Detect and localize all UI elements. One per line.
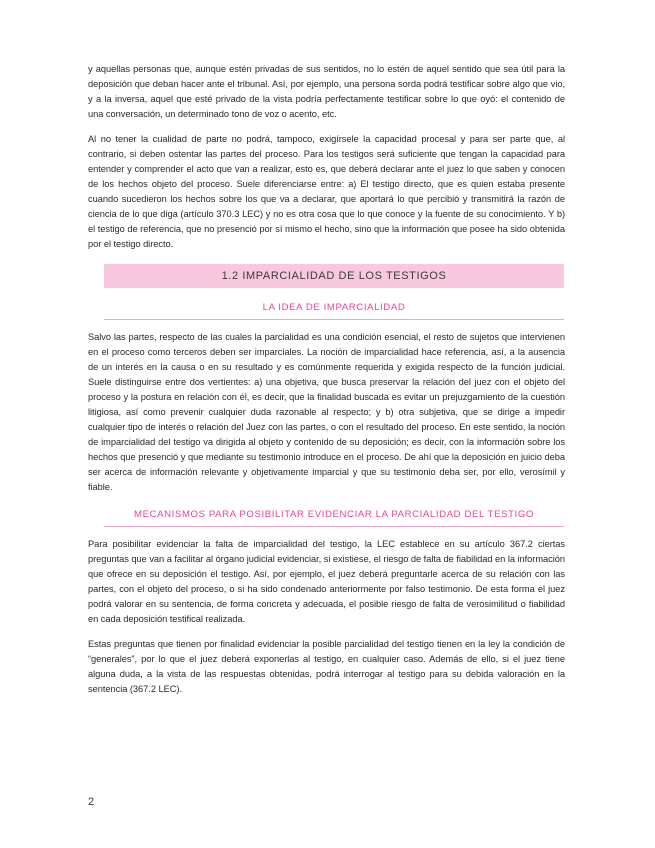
page-number: 2	[88, 796, 95, 808]
imparcialidad-paragraph: Salvo las partes, respecto de las cuales la parcialidad es una condición esencial, el resto de sujetos que intervienen en el proceso como terceros deben ser imparciales. La noción de imparcialidad hace referencia, así, a la ausencia de un interés en la causa o en su resultado y es comúnmente requerida y exigida respecto de la función judicial. Suele distinguirse entre dos vertientes: a) una objetiva, que busca preservar la relación del juez con el objeto del proceso y la postura en relación con él, es decir, que la finalidad buscada es evitar un prejuzgamiento de la cuestión litigiosa, así como prevenir cualquier duda razonable al respecto; y b) otra subjetiva, que se dirige a impedir cualquier tipo de interés o relación del Juez con las partes, o con el resultado del proceso. En este sentido, la noción de imparcialidad del testigo va dirigida al objeto y contenido de su deposición; es decir, con la información sobre los hechos que presenció y que mediante su testimonio introduce en el proceso. De ahí que la deposición en juicio deba ser acerca de información relevante y objetivamente imparcial y que su testimonio deba ser, por ello, verosímil y fiable.	[88, 332, 565, 492]
mecanismos-paragraph-1: Para posibilitar evidenciar la falta de imparcialidad del testigo, la LEC establece en su artículo 367.2 ciertas preguntas que van a facilitar al órgano judicial evidenciar, si existiese, el riesgo de falta de fiabilidad en la información que ofrece en su deposición el testigo. Así, por ejemplo, el juez deberá preguntarle acerca de su relación con las partes, con el objeto del proceso, o si ha sido condenado anteriormente por falso testimonio. De esta forma el juez podrá valorar en su sentencia, de forma concreta y adecuada, el posible riesgo de falta de verosimilitud o fiabilidad en cada deposición testifical realizada.	[88, 539, 565, 624]
section-heading-band	[104, 264, 564, 288]
mecanismos-paragraph-2: Estas preguntas que tienen por finalidad evidenciar la posible parcialidad del testigo tienen en la ley la condición de “generales”, por lo que el juez deberá exponerlas al testigo, en cualquier caso. Además de ello, si el juez tiene alguna duda, a la vista de las respuestas obtenidas, podrá interrogar al testigo para su debida valoración en la sentencia (367.2 LEC).	[88, 639, 565, 694]
document-page	[88, 62, 565, 697]
subsection-heading-mecanismos: MECANISMOS PARA POSIBILITAR EVIDENCIAR LA PARCIALIDAD DEL TESTIGO	[104, 509, 564, 527]
subsection-heading-imparcialidad: LA IDEA DE IMPARCIALIDAD	[104, 302, 564, 320]
intro-paragraph-1: y aquellas personas que, aunque estén privadas de sus sentidos, no lo estén de aquel sentido que sea útil para la deposición que deban hacer ante el tribunal. Así, por ejemplo, una persona sorda podrá testificar sobre algo que vio, y a la inversa, aquel que esté privado de la vista podría perfectamente testificar sobre lo que oyó: el contenido de una conversación, un determinado tono de voz o acento, etc.	[88, 64, 565, 119]
intro-paragraph-2: Al no tener la cualidad de parte no podrá, tampoco, exigírsele la capacidad procesal y para ser parte que, al contrario, si deben ostentar las partes del proceso. Para los testigos será suficiente que tengan la capacidad para entender y comprender el acto que van a realizar, esto es, que deberá declarar ante el juez lo que saben y conocen de los hechos objeto del proceso. Suele diferenciarse entre: a) El testigo directo, que es quien estaba presente cuando sucedieron los hechos sobre los que va a declarar, que aportará lo que percibió y transmitirá la razón de ciencia de lo que diga (artículo 370.3 LEC) y no es otra cosa que lo que conoce y la fuente de su conocimiento. Y b) el testigo de referencia, que no presenció por sí mismo el hecho, sino que la información que posee ha sido obtenida por el testigo directo.	[88, 134, 565, 249]
section-title: 1.2 IMPARCIALIDAD DE LOS TESTIGOS	[221, 270, 447, 282]
